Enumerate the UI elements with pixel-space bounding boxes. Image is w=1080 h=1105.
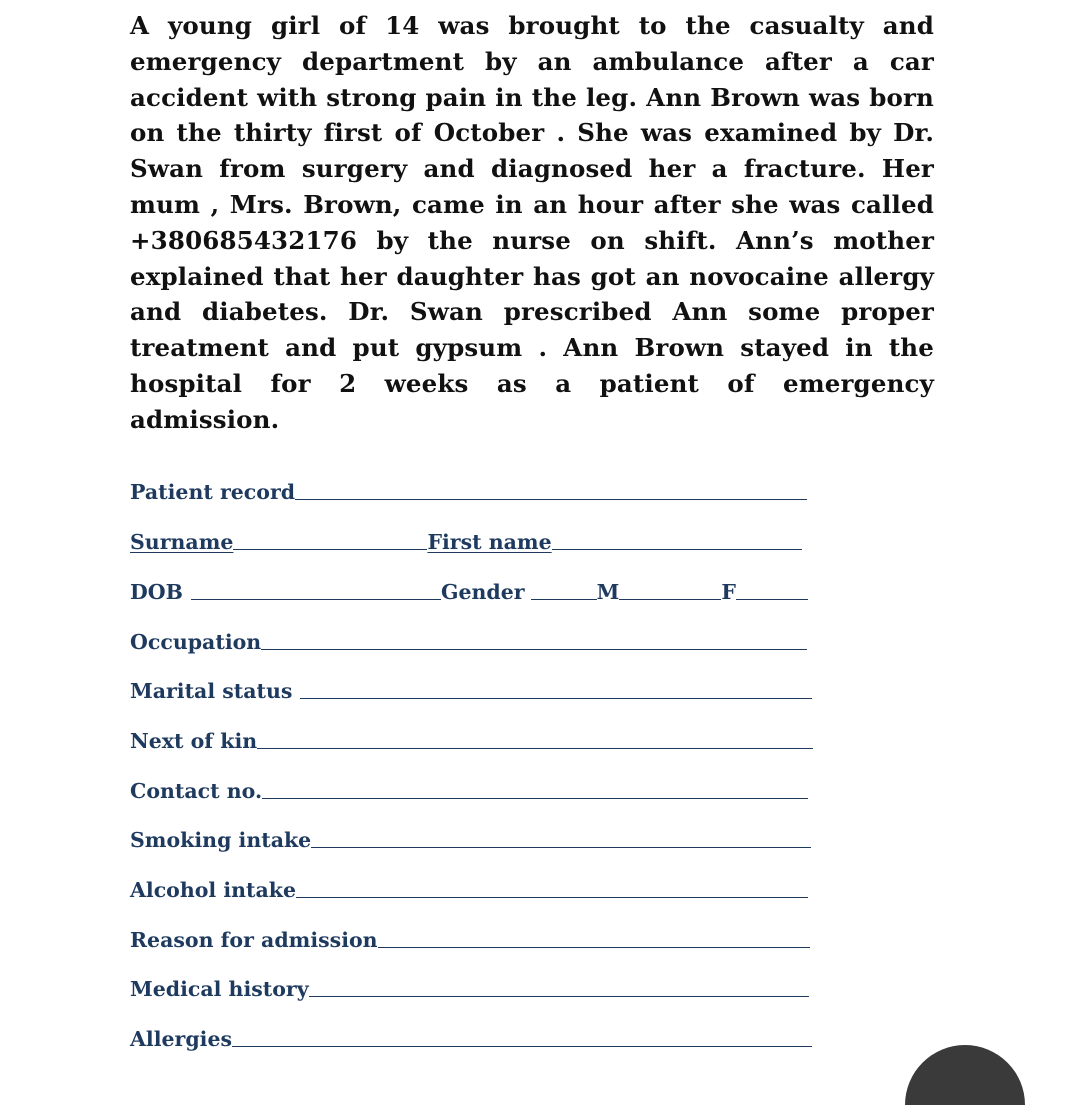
patient-record-row xyxy=(130,472,807,506)
occupation-row xyxy=(130,622,807,656)
contact-no-label: Contact no. xyxy=(130,779,263,803)
reason-for-admission-row xyxy=(130,920,810,954)
corner-overlay-shape xyxy=(905,1045,1025,1105)
gender-line[interactable] xyxy=(531,598,597,600)
gender-f-line[interactable] xyxy=(736,598,808,600)
allergies-line[interactable] xyxy=(232,1045,812,1047)
contact-no-line[interactable] xyxy=(262,797,808,799)
dob-gender-row xyxy=(130,572,808,606)
marital-status-label: Marital status xyxy=(130,679,293,703)
alcohol-intake-row xyxy=(130,870,808,904)
occupation-line[interactable] xyxy=(261,648,807,650)
marital-status-line[interactable] xyxy=(300,697,812,699)
contact-no-row xyxy=(130,771,808,805)
name-row xyxy=(130,522,802,556)
gender-m-option[interactable]: M xyxy=(596,580,620,604)
occupation-label: Occupation xyxy=(130,630,262,654)
gender-f-option[interactable]: F xyxy=(721,580,736,604)
allergies-row xyxy=(130,1019,812,1053)
alcohol-intake-line[interactable] xyxy=(296,896,808,898)
gender-m-line[interactable] xyxy=(619,598,721,600)
smoking-intake-line[interactable] xyxy=(311,846,811,848)
first-name-label: First name xyxy=(427,530,552,554)
dob-line[interactable] xyxy=(191,598,441,600)
patient-record-label: Patient record xyxy=(130,480,296,504)
dob-label: DOB xyxy=(130,580,183,604)
surname-label: Surname xyxy=(130,530,234,554)
next-of-kin-label: Next of kin xyxy=(130,729,258,753)
first-name-line[interactable] xyxy=(552,548,802,550)
patient-record-line[interactable] xyxy=(295,498,807,500)
alcohol-intake-label: Alcohol intake xyxy=(130,878,297,902)
medical-history-line[interactable] xyxy=(309,995,809,997)
case-story-paragraph: A young girl of 14 was brought to the casualty and emergency department by an ambulance after a car accident with strong pain in the leg. Ann Brown was born on the thirty first of October . She was examined by Dr. Swan from surgery and diagnosed her a fracture. Her mum , Mrs. Brown, came in an hour after she was called +380685432176 by the nurse on shift. Ann’s mother explained that her daughter has got an novocaine allergy and diabetes. Dr. Swan prescribed Ann some proper treatment and put gypsum . Ann Brown stayed in the hospital for 2 weeks as a patient of emergency admission. xyxy=(130,11,934,434)
surname-line[interactable] xyxy=(233,548,427,550)
next-of-kin-row xyxy=(130,721,813,755)
next-of-kin-line[interactable] xyxy=(257,747,813,749)
smoking-intake-row xyxy=(130,820,811,854)
reason-for-admission-label: Reason for admission xyxy=(130,928,378,952)
allergies-label: Allergies xyxy=(130,1027,233,1051)
medical-history-row xyxy=(130,969,809,1003)
marital-status-row xyxy=(130,671,812,705)
gender-label: Gender xyxy=(440,580,525,604)
smoking-intake-label: Smoking intake xyxy=(130,828,312,852)
reason-for-admission-line[interactable] xyxy=(378,946,810,948)
medical-history-label: Medical history xyxy=(130,977,309,1001)
